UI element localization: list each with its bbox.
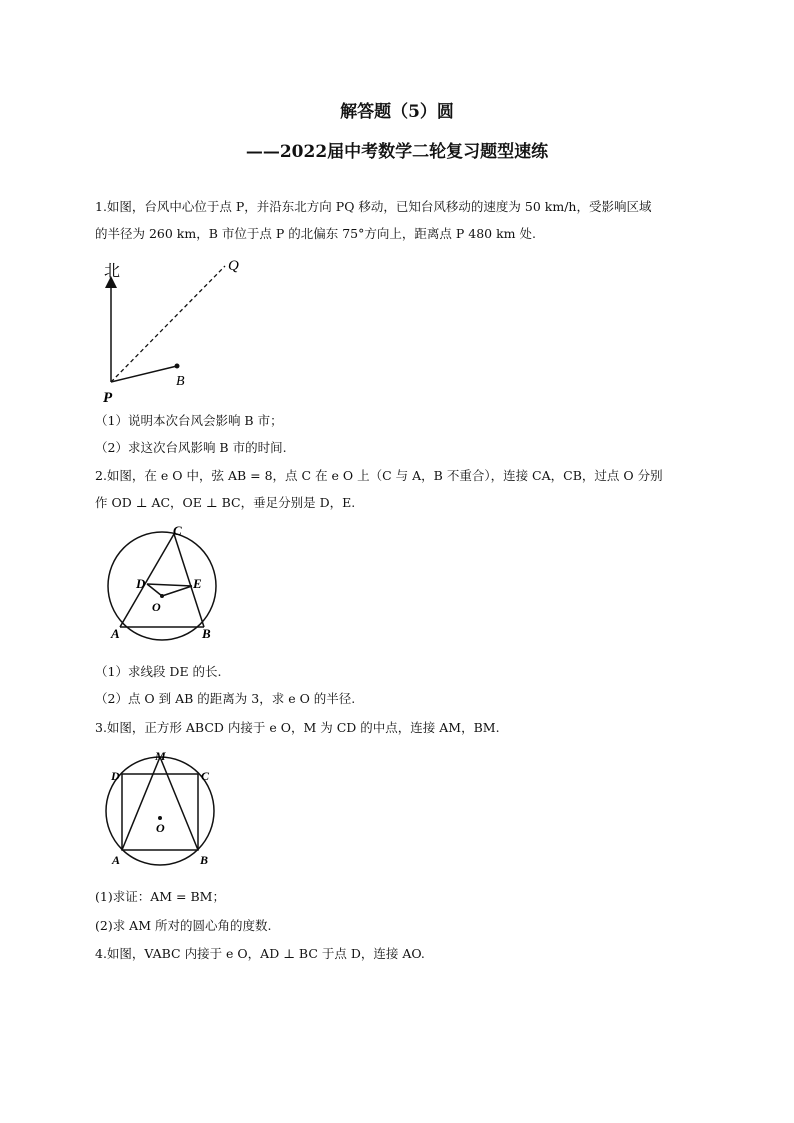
segment-od — [147, 584, 162, 596]
label-b: B — [176, 374, 185, 389]
q1-sub2: （2）求这次台风影响 B 市的时间. — [95, 440, 287, 455]
q2-sub1: （1）求线段 DE 的长. — [95, 664, 222, 679]
segment-oe — [162, 586, 192, 596]
label-q: Q — [228, 258, 239, 274]
q2-text-line2: 作 OD ⊥ AC，OE ⊥ BC，垂足分别是 D，E. — [95, 495, 356, 510]
segment-am — [122, 757, 160, 850]
q3-sub2: (2)求 AM 所对的圆心角的度数. — [95, 918, 272, 933]
label-e: E — [193, 576, 202, 591]
q1-text-line2: 的半径为 260 km，B 市位于点 P 的北偏东 75°方向上，距离点 P 480 km 处. — [95, 226, 536, 241]
label-b: B — [202, 626, 211, 641]
q3-text-line1: 3.如图，正方形 ABCD 内接于 e O，M 为 CD 的中点，连接 AM，BM. — [95, 720, 500, 735]
chord-ac — [120, 534, 174, 627]
page-title: 解答题（5）圆 — [340, 102, 454, 122]
segment-pb — [111, 366, 177, 382]
point-b — [175, 364, 180, 369]
label-d: D — [136, 576, 146, 591]
label-b: B — [200, 853, 209, 867]
label-o: O — [152, 600, 161, 614]
point-o — [158, 816, 162, 820]
label-o: O — [156, 821, 165, 835]
q3-sub1: (1)求证：AM = BM； — [95, 889, 225, 904]
q2-text-line1: 2.如图，在 e O 中，弦 AB = 8，点 C 在 e O 上（C 与 A，B 不重合），连接 CA，CB，过点 O 分别 — [95, 468, 663, 483]
label-north: 北 — [104, 263, 121, 280]
q4-text-line1: 4.如图，VABC 内接于 e O，AD ⊥ BC 于点 D，连接 AO. — [95, 946, 425, 961]
label-c: C — [173, 523, 182, 538]
q1-text-line1: 1.如图，台风中心位于点 P，并沿东北方向 PQ 移动，已知台风移动的速度为 50 km/h，受影响区域 — [95, 199, 652, 214]
page-subtitle: ——2022届中考数学二轮复习题型速练 — [245, 142, 549, 162]
point-o — [160, 594, 164, 598]
path-pq — [111, 266, 225, 382]
q2-sub2: （2）点 O 到 AB 的距离为 3，求 e O 的半径. — [95, 691, 356, 706]
q2-figure — [100, 524, 235, 649]
label-m: M — [155, 749, 166, 763]
q1-figure — [95, 252, 239, 406]
q3-figure — [100, 747, 230, 869]
label-d: D — [111, 769, 120, 783]
segment-de — [147, 584, 192, 586]
segment-bm — [160, 757, 198, 850]
label-p: P — [103, 390, 113, 406]
q1-sub1: （1）说明本次台风会影响 B 市； — [95, 413, 283, 428]
label-a: A — [111, 626, 120, 641]
label-a: A — [112, 853, 121, 867]
label-c: C — [201, 769, 210, 783]
square-abcd — [122, 774, 198, 850]
